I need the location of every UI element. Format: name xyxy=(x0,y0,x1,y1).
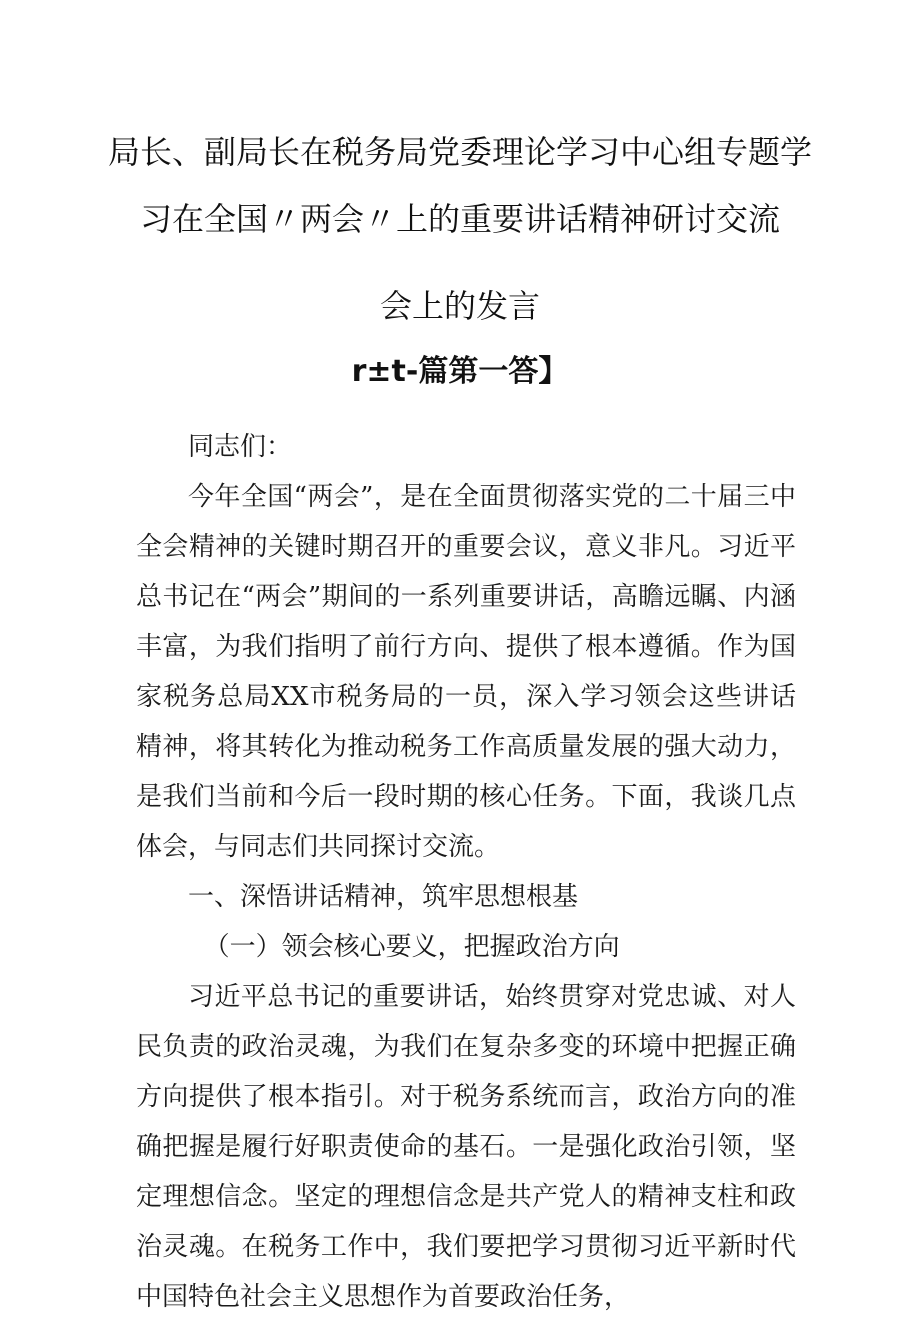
intro-paragraph: 今年全国“两会”，是在全面贯彻落实党的二十届三中全会精神的关键时期召开的重要会议，意义非凡。习近平总书记在“两会”期间的一系列重要讲话，高瞻远瞩、内涵丰富，为我们指明了前行方向、提供了根本遵循。作为国家税务总局XX市税务局的一员，深入学习领会这些讲话精神，将其转化为推动税务工作高质量发展的强大动力，是我们当前和今后一段时期的核心任务。下面，我谈几点体会，与同志们共同探讨交流。 xyxy=(136,482,796,862)
subsection-heading-1: （一）领会核心要义，把握政治方向 xyxy=(203,932,620,962)
document-title-line-2: 习在全国〃两会〃上的重要讲话精神研讨交流 xyxy=(139,200,780,238)
document-title-line-3: 会上的发言 xyxy=(379,287,540,325)
document-subtitle: r±t-篇第一答】 xyxy=(351,354,569,389)
salutation: 同志们： xyxy=(188,432,293,462)
section-heading-1: 一、深悟讲话精神，筑牢思想根基 xyxy=(188,882,579,912)
document-body xyxy=(136,422,796,1322)
body-paragraph-1: 习近平总书记的重要讲话，始终贯穿对党忠诚、对人民负责的政治灵魂，为我们在复杂多变的环境中把握正确方向提供了根本指引。对于税务系统而言，政治方向的准确把握是履行好职责使命的基石。一是强化政治引领，坚定理想信念。坚定的理想信念是共产党人的精神支柱和政治灵魂。在税务工作中，我们要把学习贯彻习近平新时代中国特色社会主义思想作为首要政治任务， xyxy=(136,982,796,1312)
document-title-line-1: 局长、副局长在税务局党委理论学习中心组专题学 xyxy=(107,133,812,171)
